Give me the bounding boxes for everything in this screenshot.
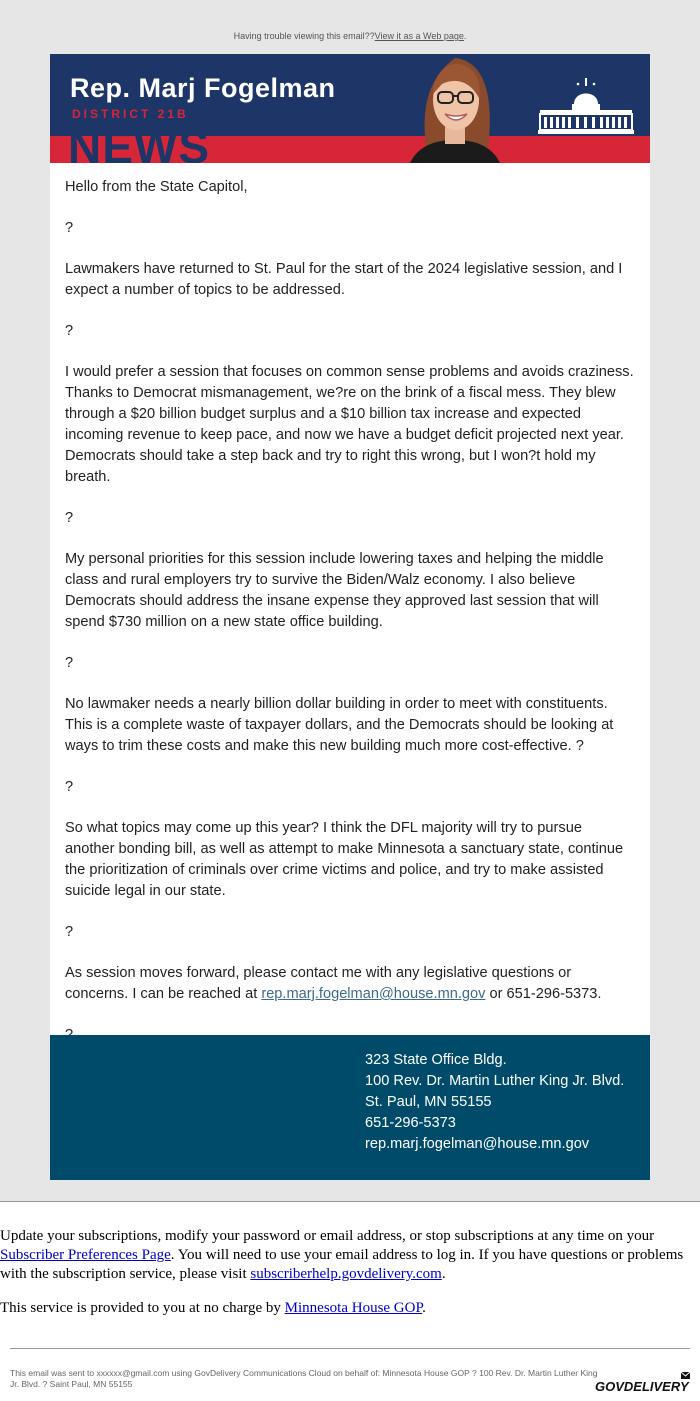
subscriber-preferences-link[interactable]: Subscriber Preferences Page [0,1247,171,1263]
view-web-prefix: Having trouble viewing this email?? [233,31,375,41]
paragraph-2: I would prefer a session that focuses on common sense problems and avoids craziness. Thanks to Democrat mismanagement, we?re on the brink of a fiscal mess. They blew through a $20 billion budget surplus and a $10 billion tax increase and expected incoming revenue to keep pace, and now we have a budget deficit projected next year. Democrats should take a step back and try to right this wrong, but I won?t hold my breath. [65,364,634,485]
service-text: . [422,1300,426,1316]
news-wordmark: NEWS [68,121,210,163]
greeting: Hello from the State Capitol, [65,179,248,195]
contact-phone-text: or 651-296-5373. [485,986,602,1002]
newsletter-header [50,54,650,163]
district-label: DISTRICT 21B [72,107,189,121]
contact-text: As session moves forward, please contact me with any legislative questions or concerns. I can be reached at [65,965,572,1002]
spacer-mark: ? [65,323,74,339]
paragraph-6 [65,963,635,1005]
footer-phone: 651-296-5373 [365,1115,456,1131]
subscription-text: . [441,1266,446,1282]
contact-footer [50,1035,650,1180]
govdelivery-logo[interactable] [595,1371,695,1395]
divider [0,1201,700,1202]
subscription-info [0,1227,700,1333]
subscription-paragraph [0,1227,700,1284]
paragraph-4: No lawmaker needs a nearly billion dollar building in order to meet with constituents. This is a complete waste of taxpayer dollars, and the Democrats should be looking at ways to trim these costs and make this new building much more cost-effective. ? [65,696,614,754]
spacer-mark: ? [65,510,74,526]
contact-email-link[interactable]: rep.marj.fogelman@house.mn.gov [261,986,486,1002]
service-paragraph [0,1299,700,1318]
spacer-mark: ? [65,779,74,795]
view-web-link[interactable]: View it as a Web page [374,31,464,41]
view-web-suffix: . [463,31,467,41]
paragraph-3: My personal priorities for this session include lowering taxes and helping the middle class and rural employers try to survive the Biden/Walz economy. I also believe Democrats should address the insane expense they approved last session that will spend $730 million on a new state office building. [65,551,604,630]
legal-notice: This email was sent to xxxxxx@gmail.com using GovDelivery Communications Cloud on behalf of: Minnesota House GOP ? 100 Rev. Dr. Martin Luther King Jr. Blvd. ? Saint Paul, MN 55155 [10,1368,598,1389]
representative-name: Rep. Marj Fogelman [70,73,336,103]
spacer-mark: ? [65,924,74,940]
view-web-notice [0,31,700,41]
office-address [365,1050,624,1155]
capitol-icon [538,78,634,136]
address-line: St. Paul, MN 55155 [365,1094,492,1110]
subscription-text: Update your subscriptions, modify your password or email address, or stop subscriptions at any time on your [0,1228,655,1244]
govdelivery-logo-text: GOVDELIVERY [595,1379,689,1394]
subscription-text: . You will need to use your email address to log in. If you have questions or problems with the subscription service, please visit [0,1247,684,1282]
service-text: This service is provided to you at no charge by [0,1300,285,1316]
subscriber-help-link[interactable]: subscriberhelp.govdelivery.com [250,1266,442,1282]
spacer-mark: ? [65,655,74,671]
address-line: 100 Rev. Dr. Martin Luther King Jr. Blvd. [365,1073,625,1089]
divider [10,1348,690,1349]
spacer-mark: ? [65,220,74,236]
newsletter-body [50,163,650,1035]
representative-photo [400,54,510,163]
footer-email: rep.marj.fogelman@house.mn.gov [365,1136,590,1152]
minnesota-house-gop-link[interactable]: Minnesota House GOP [284,1300,423,1316]
address-line: 323 State Office Bldg. [365,1052,507,1068]
paragraph-1: Lawmakers have returned to St. Paul for the start of the 2024 legislative session, and I expect a number of topics to be addressed. [65,261,623,298]
paragraph-5: So what topics may come up this year? I think the DFL majority will try to pursue another bonding bill, as well as attempt to make Minnesota a sanctuary state, continue the prioritization of criminals over crime victims and police, and try to make assisted suicide legal in our state. [65,820,624,899]
